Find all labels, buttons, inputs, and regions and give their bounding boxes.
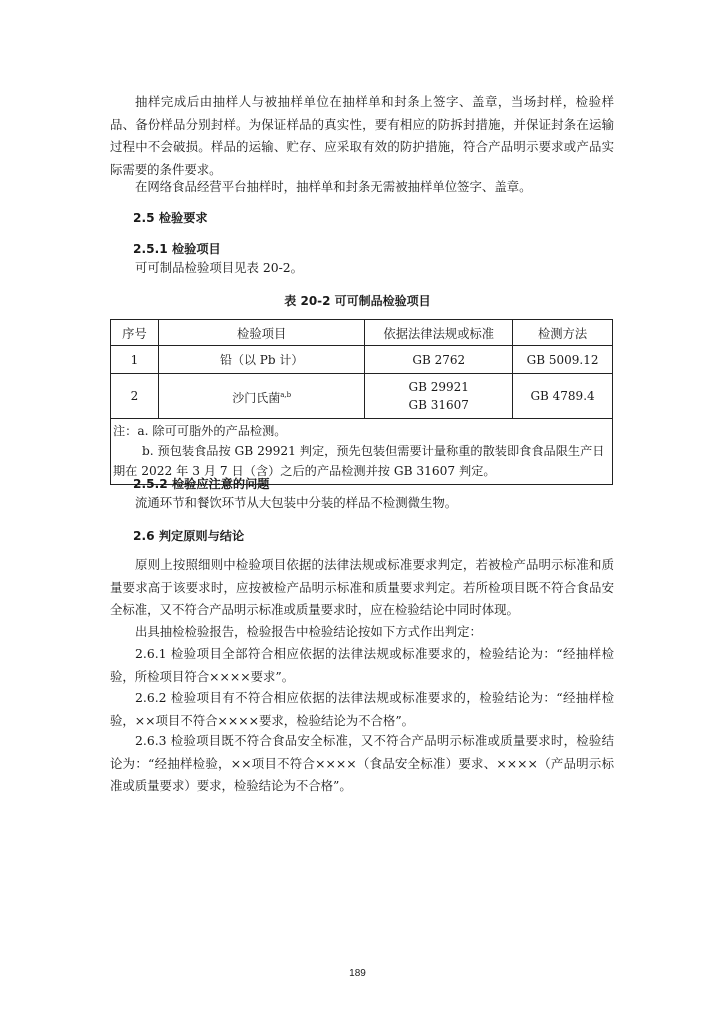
header-standard: 依据法律法规或标准	[365, 320, 513, 346]
row-1-standard: GB 2762	[365, 346, 513, 374]
page-number: 189	[349, 968, 366, 979]
table-caption: 表 20-2 可可制品检验项目	[284, 294, 431, 308]
section-2-5-2-heading: 2.5.2 检验应注意的问题	[133, 477, 270, 491]
header-number: 序号	[111, 320, 159, 346]
row-2-item-cell	[158, 374, 365, 419]
row-1-item: 铅（以 Pb 计）	[158, 346, 365, 374]
intro-paragraph-1: 抽样完成后由抽样人与被抽样单位在抽样单和封条上签字、盖章，当场封样，检验样品、备份样品分别封样。为保证样品的真实性，要有相应的防拆封措施，并保证封条在运输过程中不会破损。样品的运输、贮存、应采取有效的防护措施，符合产品明示要求或产品实际需要的条件要求。	[110, 94, 614, 177]
header-method: 检测方法	[513, 320, 613, 346]
row-2-method: GB 4789.4	[513, 374, 613, 419]
table-note-a: 注：a. 除可可脂外的产品检测。	[113, 424, 287, 438]
section-2-5-2-text: 流通环节和餐饮环节从大包装中分装的样品不检测微生物。	[135, 495, 458, 510]
section-2-6-2: 2.6.2 检验项目有不符合相应依据的法律法规或标准要求的，检验结论为：“经抽样检验，××项目不符合××××要求，检验结论为不合格”。	[110, 690, 614, 728]
row-2-item: 沙门氏菌	[232, 390, 281, 405]
table-header-row	[111, 320, 613, 346]
section-2-6-paragraph-2: 出具抽检检验报告，检验报告中检验结论按如下方式作出判定：	[135, 624, 482, 639]
row-2-standard-cell	[365, 374, 513, 419]
row-1-number: 1	[111, 346, 159, 374]
section-2-5-1-text: 可可制品检验项目见表 20-2。	[135, 260, 304, 275]
section-2-6-3: 2.6.3 检验项目既不符合食品安全标准，又不符合产品明示标准或质量要求时，检验结论为：“经抽样检验，××项目不符合××××（食品安全标准）要求、××××（产品明示标准或质量要求）要求，检验结论为不合格”。	[110, 733, 614, 794]
row-1-method: GB 5009.12	[513, 346, 613, 374]
table-row	[111, 346, 613, 374]
row-2-footnote-marks: a,b	[280, 390, 292, 399]
section-2-6-1: 2.6.1 检验项目全部符合相应依据的法律法规或标准要求的，检验结论为：“经抽样检验，所检项目符合××××要求”。	[110, 646, 614, 684]
inspection-items-table	[110, 319, 613, 485]
section-2-5-1-heading: 2.5.1 检验项目	[133, 242, 221, 256]
row-2-number: 2	[111, 374, 159, 419]
section-2-5-heading: 2.5 检验要求	[133, 211, 208, 225]
table-row	[111, 374, 613, 419]
intro-paragraph-2: 在网络食品经营平台抽样时，抽样单和封条无需被抽样单位签字、盖章。	[135, 179, 532, 194]
row-2-standard-2: GB 31607	[408, 398, 469, 412]
section-2-6-paragraph-1: 原则上按照细则中检验项目依据的法律法规或标准要求判定，若被检产品明示标准和质量要求高于该要求时，应按被检产品明示标准和质量要求判定。若所检项目既不符合食品安全标准，又不符合产品明示标准或质量要求时，应在检验结论中同时体现。	[110, 557, 614, 618]
table-note-b: b. 预包装食品按 GB 29921 判定，预先包装但需要计量称重的散装即食食品限生产日期在 2022 年 3 月 7 日（含）之后的产品检测并按 GB 31607 判定。	[113, 444, 605, 478]
header-item: 检验项目	[158, 320, 365, 346]
section-2-6-heading: 2.6 判定原则与结论	[133, 529, 245, 543]
row-2-standard-1: GB 29921	[408, 380, 469, 394]
